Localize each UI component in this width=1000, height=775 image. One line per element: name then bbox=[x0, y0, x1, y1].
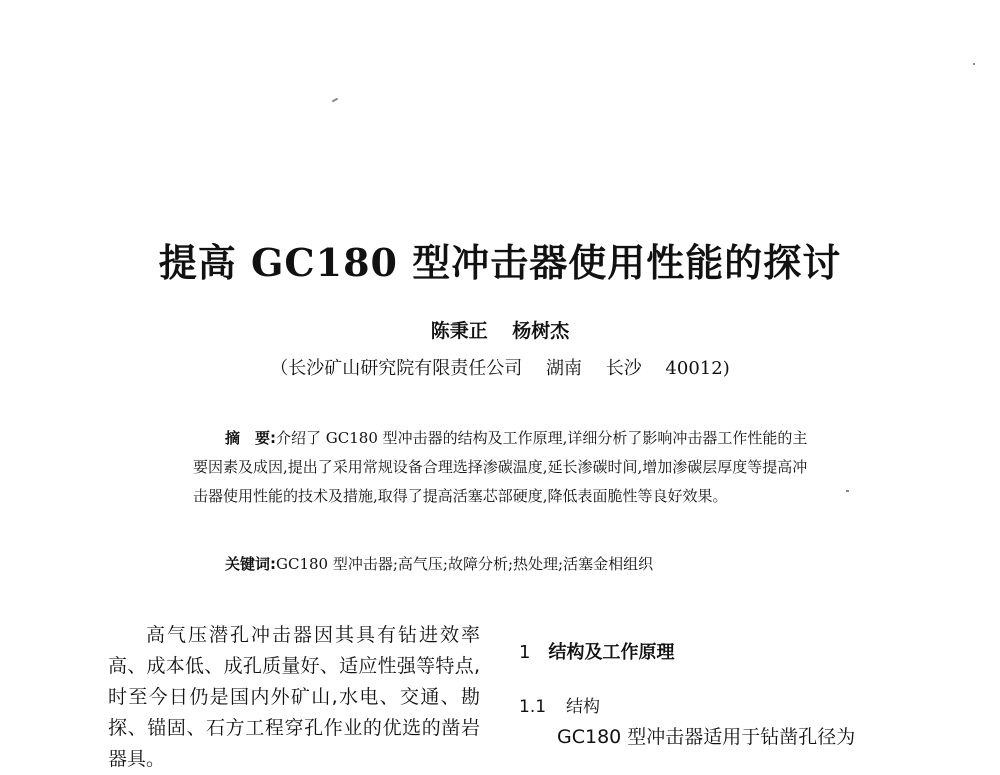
keywords-text: GC180 型冲击器;高气压;故障分析;热处理;活塞金相组织 bbox=[276, 555, 654, 573]
abstract-text: 介绍了 GC180 型冲击器的结构及工作原理,详细分析了影响冲击器工作性能的主要因素及成因,提出了采用常规设备合理选择渗碳温度,延长渗碳时间,增加渗碳层厚度等提高冲击器使用性能的技术及措施,取得了提高活塞芯部硬度,降低表面脆性等良好效果。 bbox=[193, 429, 808, 505]
body-left-column bbox=[108, 620, 480, 775]
paper-title: 提高 GC180 型冲击器使用性能的探讨 bbox=[158, 240, 842, 285]
subsection-heading bbox=[519, 692, 600, 717]
section-number: 1 bbox=[519, 642, 531, 663]
subsection-number: 1.1 bbox=[519, 697, 547, 717]
section-title: 结构及工作原理 bbox=[548, 642, 675, 663]
author-affiliation: （长沙矿山研究院有限责任公司 湖南 长沙 40012) bbox=[270, 358, 730, 379]
keywords-label: 关键词: bbox=[225, 555, 276, 573]
body-right-column bbox=[519, 722, 891, 753]
keywords bbox=[225, 550, 653, 578]
paper-authors: 陈秉正 杨树杰 bbox=[430, 320, 570, 342]
subsection-title: 结构 bbox=[566, 697, 601, 717]
structure-paragraph: GC180 型冲击器适用于钻凿孔径为 bbox=[557, 726, 856, 748]
intro-paragraph: 高气压潜孔冲击器因其具有钻进效率高、成本低、成孔质量好、适应性强等特点,时至今日仍是国内外矿山,水电、交通、勘探、锚固、石方工程穿孔作业的优选的凿岩器具。 bbox=[108, 624, 480, 770]
abstract-label: 摘 要: bbox=[225, 429, 276, 447]
section-heading bbox=[519, 638, 674, 664]
scan-speck bbox=[846, 490, 849, 492]
abstract bbox=[193, 424, 813, 511]
scan-speck bbox=[332, 98, 338, 103]
scan-speck bbox=[973, 63, 975, 65]
